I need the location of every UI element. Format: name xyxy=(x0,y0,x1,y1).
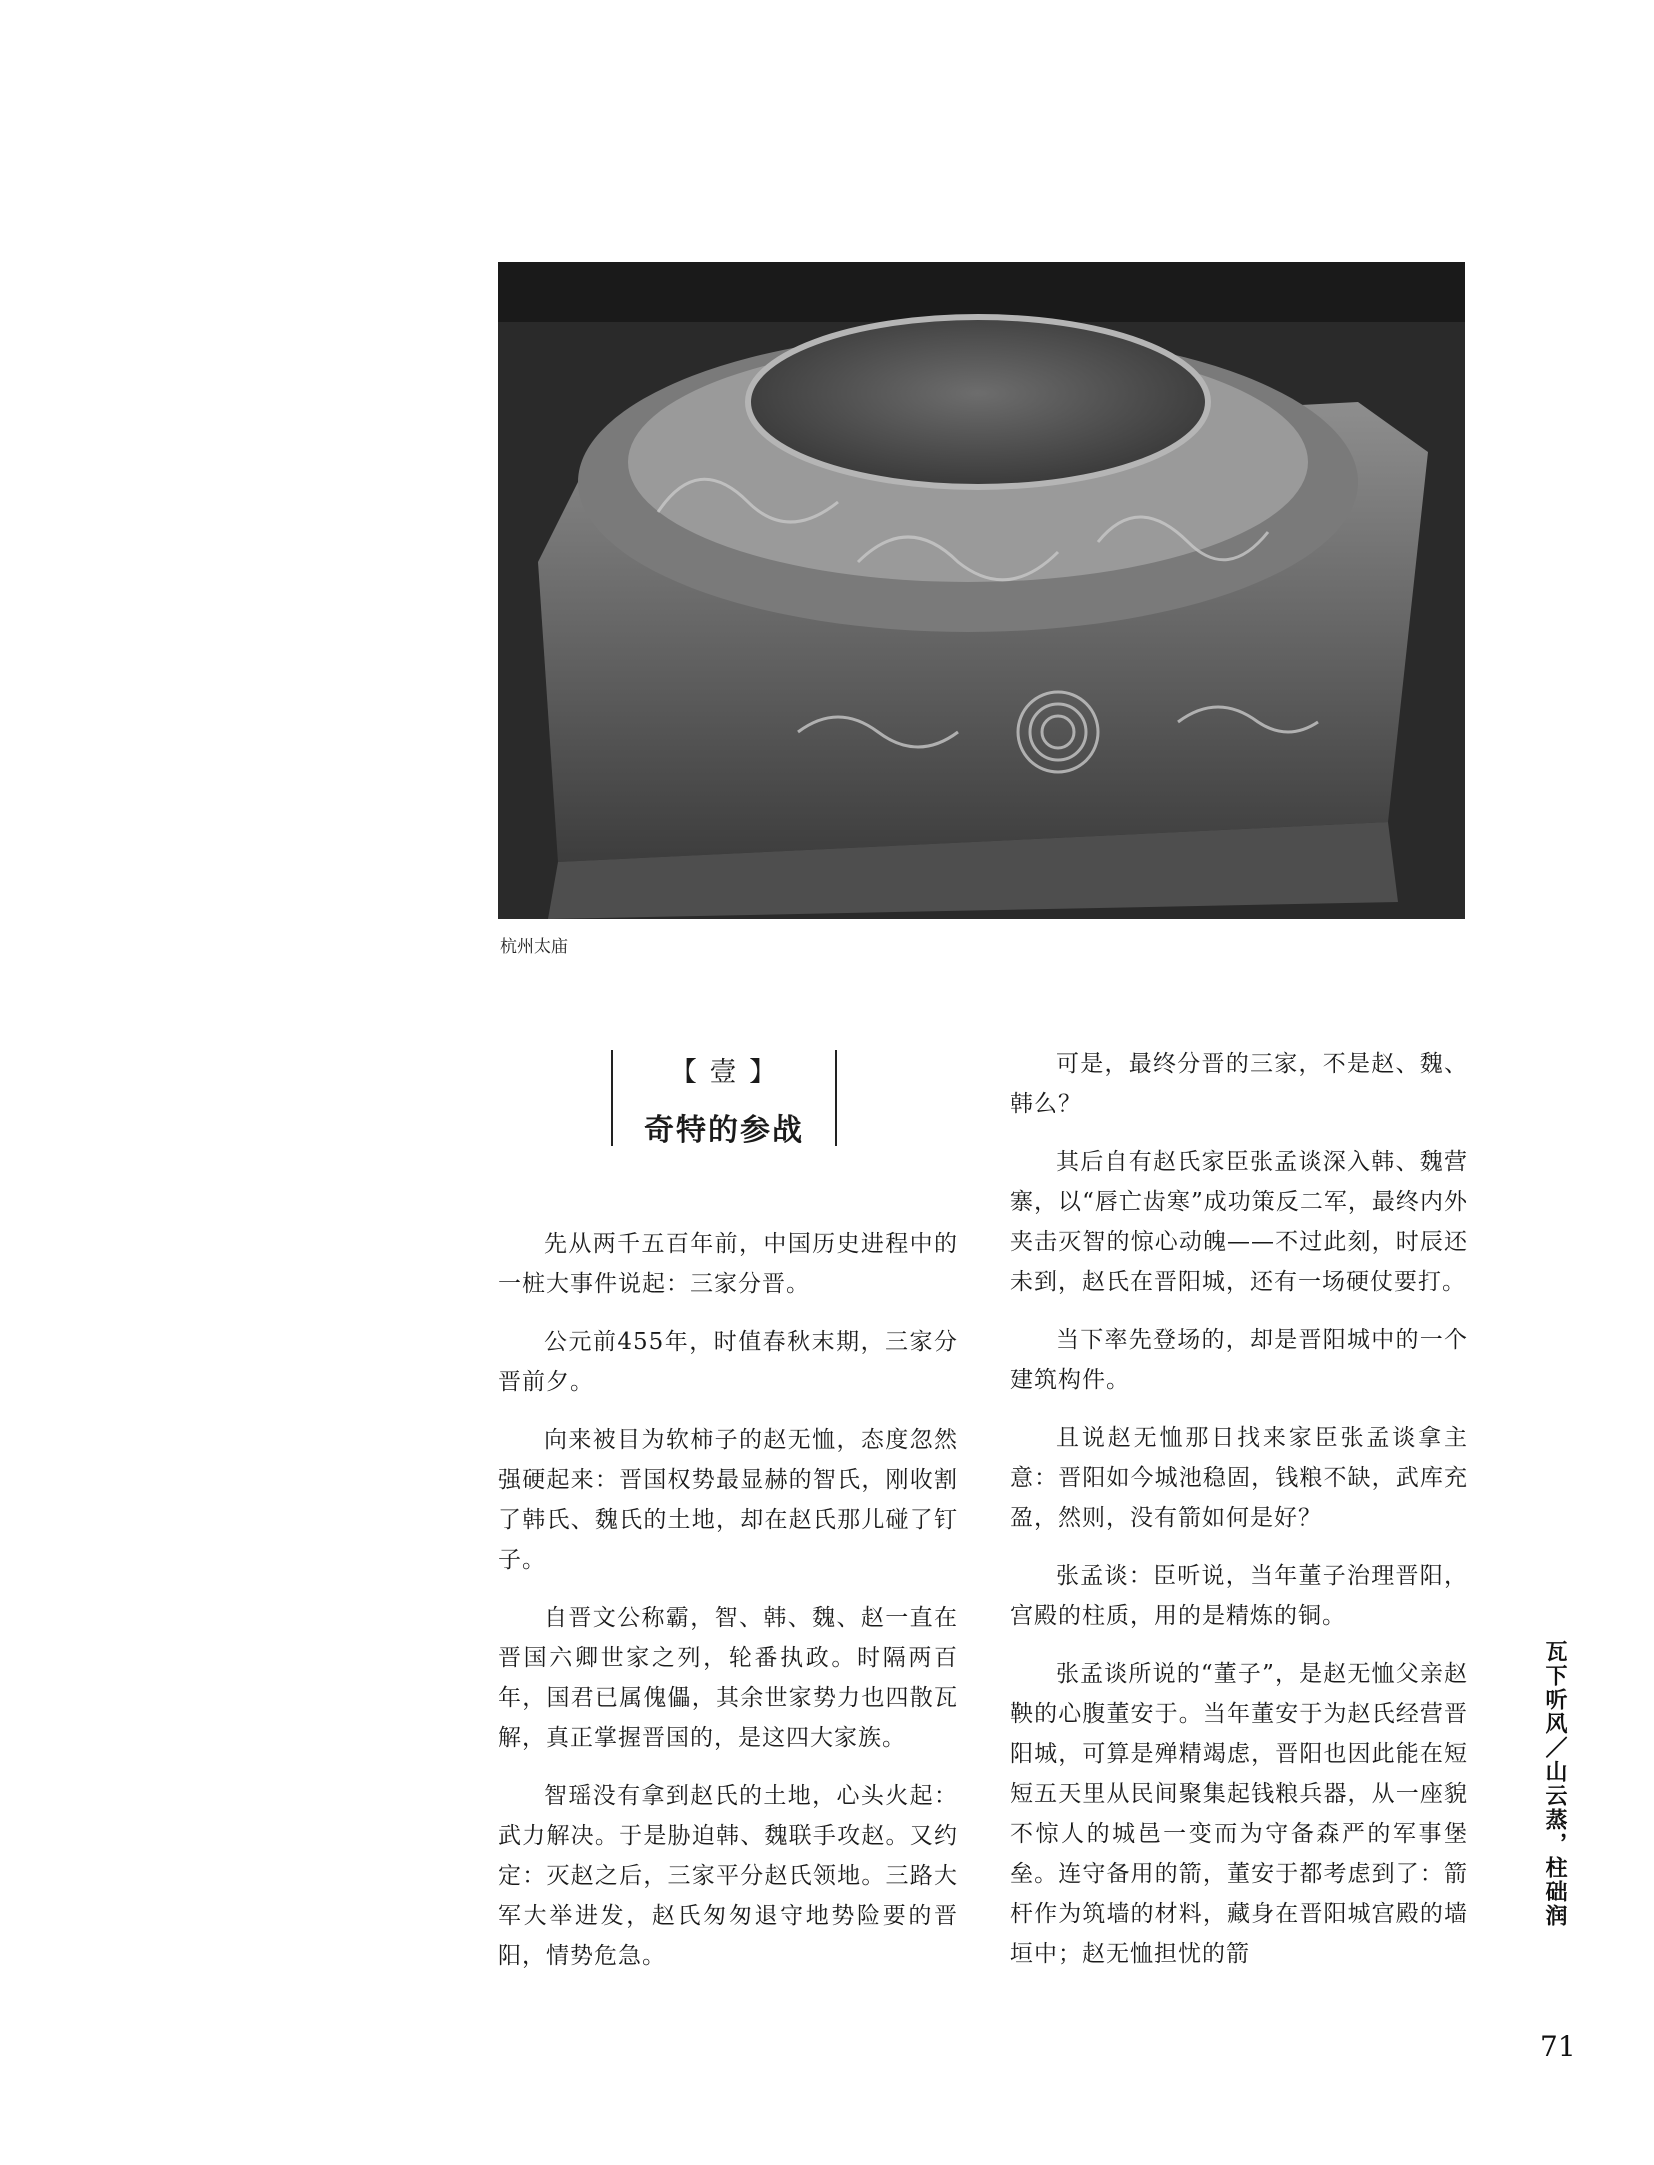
paragraph: 公元前455年，时值春秋末期，三家分晋前夕。 xyxy=(498,1329,958,1395)
photo-caption: 杭州太庙 xyxy=(500,937,568,957)
section-number: 【 壹 】 xyxy=(669,1057,779,1088)
paragraph: 向来被目为软柿子的赵无恤，态度忽然强硬起来：晋国权势最显赫的智氏，刚收割了韩氏、魏氏的土地，却在赵氏那儿碰了钉子。 xyxy=(498,1427,958,1573)
section-title: 奇特的参战 xyxy=(644,1113,804,1148)
paragraph: 自晋文公称霸，智、韩、魏、赵一直在晋国六卿世家之列，轮番执政。时隔两百年，国君已属傀儡，其余世家势力也四散瓦解，真正掌握晋国的，是这四大家族。 xyxy=(498,1605,958,1751)
photo-stone-column-base xyxy=(498,262,1465,919)
paragraph: 其后自有赵氏家臣张孟谈深入韩、魏营寨，以“唇亡齿寒”成功策反二军，最终内外夹击灭智的惊心动魄——不过此刻，时辰还未到，赵氏在晋阳城，还有一场硬仗要打。 xyxy=(1010,1149,1468,1295)
section-heading xyxy=(611,1050,837,1146)
paragraph: 可是，最终分晋的三家，不是赵、魏、韩么？ xyxy=(1010,1051,1468,1117)
paragraph: 智瑶没有拿到赵氏的土地，心头火起：武力解决。于是胁迫韩、魏联手攻赵。又约定：灭赵之后，三家平分赵氏领地。三路大军大举进发，赵氏匆匆退守地势险要的晋阳，情势危急。 xyxy=(498,1783,958,1969)
paragraph: 当下率先登场的，却是晋阳城中的一个建筑构件。 xyxy=(1010,1327,1468,1393)
right-text-column xyxy=(1010,1044,1468,1992)
page-number: 71 xyxy=(1540,2030,1576,2063)
paragraph: 张孟谈所说的“董子”，是赵无恤父亲赵鞅的心腹董安于。当年董安于为赵氏经营晋阳城，可算是殚精竭虑，晋阳也因此能在短短五天里从民间聚集起钱粮兵器，从一座貌不惊人的城邑一变而为守备森严的军事堡垒。连守备用的箭，董安于都考虑到了：箭杆作为筑墙的材料，藏身在晋阳城宫殿的墙垣中；赵无恤担忧的箭 xyxy=(1010,1661,1468,1967)
running-header: 瓦下听风／山云蒸，柱础润 xyxy=(1542,1640,1567,1928)
paragraph: 且说赵无恤那日找来家臣张孟谈拿主意：晋阳如今城池稳固，钱粮不缺，武库充盈，然则，没有箭如何是好？ xyxy=(1010,1425,1468,1531)
column-base-illustration xyxy=(498,262,1465,919)
left-text-column xyxy=(498,1224,958,1994)
paragraph: 先从两千五百年前，中国历史进程中的一桩大事件说起：三家分晋。 xyxy=(498,1231,958,1297)
paragraph: 张孟谈：臣听说，当年董子治理晋阳，宫殿的柱质，用的是精炼的铜。 xyxy=(1010,1563,1468,1629)
